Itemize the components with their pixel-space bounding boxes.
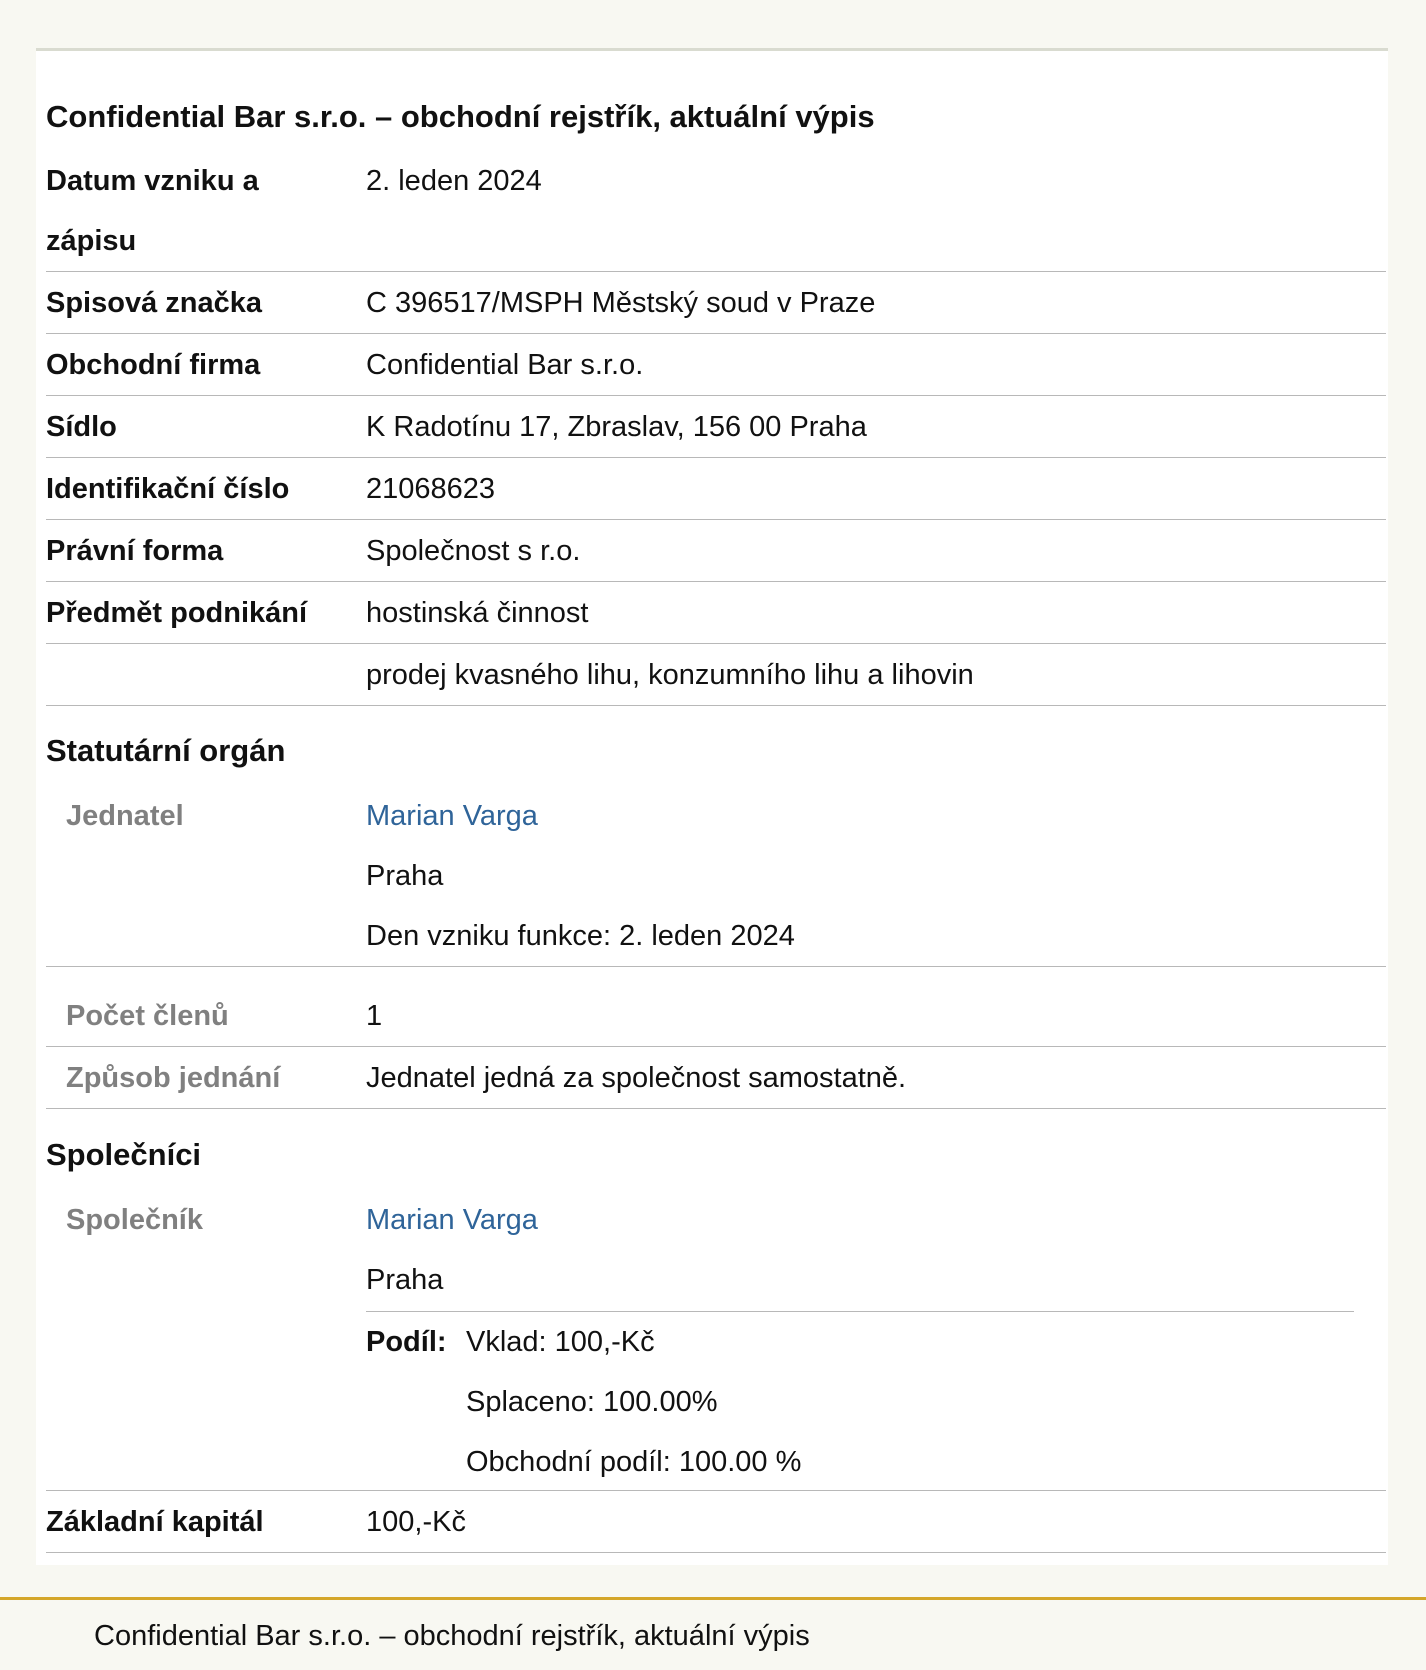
label-jednatel: Jednatel [66,800,184,832]
value-vklad: Vklad: 100,-Kč [466,1326,655,1358]
value-jednatel-since: Den vzniku funkce: 2. leden 2024 [366,920,795,952]
value-datum-vzniku: 2. leden 2024 [366,165,542,197]
section-title-statutarni-organ: Statutární orgán [46,733,286,768]
page-title: Confidential Bar s.r.o. – obchodní rejstřík, aktuální výpis [46,99,875,134]
row-zpusob-jednani [46,1048,1386,1109]
footer-divider [0,1597,1426,1600]
value-pocet-clenu: 1 [366,1000,383,1032]
label-zakladni-kapital: Základní kapitál [46,1506,264,1538]
value-obchodni-podil: Obchodní podíl: 100.00 % [466,1446,802,1478]
label-spisova-znacka: Spisová značka [46,287,262,319]
value-splaceno: Splaceno: 100.00% [466,1386,718,1418]
footer-title: Confidential Bar s.r.o. – obchodní rejstřík, aktuální výpis [94,1620,810,1652]
value-sidlo: K Radotínu 17, Zbraslav, 156 00 Praha [366,411,867,443]
value-zpusob-jednani: Jednatel jedná za společnost samostatně. [366,1062,907,1094]
value-zakladni-kapital: 100,-Kč [366,1506,466,1538]
label-spolecnik: Společník [66,1204,203,1236]
label-podil: Podíl: [366,1326,447,1358]
label-sidlo: Sídlo [46,411,117,443]
row-obchodni-firma [46,335,1386,396]
label-pravni-forma: Právní forma [46,535,224,567]
value-spisova-znacka: C 396517/MSPH Městský soud v Praze [366,287,876,319]
label-identifikacni-cislo: Identifikační číslo [46,473,290,505]
row-pravni-forma [46,521,1386,582]
row-spolecnik [46,1190,1386,1491]
link-jednatel-name[interactable]: Marian Varga [366,800,538,832]
row-predmet-podnikani-2 [46,645,1386,706]
row-zakladni-kapital [46,1492,1386,1553]
row-jednatel [46,786,1386,967]
value-identifikacni-cislo: 21068623 [366,473,496,505]
link-spolecnik-name[interactable]: Marian Varga [366,1204,538,1236]
value-pravni-forma: Společnost s r.o. [366,535,581,567]
row-datum-vzniku [46,151,1386,272]
value-jednatel-city: Praha [366,860,444,892]
row-identifikacni-cislo [46,459,1386,520]
label-obchodni-firma: Obchodní firma [46,349,261,381]
label-pocet-clenu: Počet členů [66,1000,229,1032]
row-spisova-znacka [46,273,1386,334]
value-obchodni-firma: Confidential Bar s.r.o. [366,349,644,381]
label-zpusob-jednani: Způsob jednání [66,1062,281,1094]
row-sidlo [46,397,1386,458]
row-pocet-clenu [46,986,1386,1047]
label-datum-vzniku: Datum vzniku a zápisu [46,165,259,257]
value-spolecnik-city: Praha [366,1264,444,1296]
value-predmet-podnikani-1: hostinská činnost [366,597,589,629]
value-predmet-podnikani-2: prodej kvasného lihu, konzumního lihu a lihovin [366,659,974,691]
register-extract-panel [36,51,1388,1565]
section-title-spolecnici: Společníci [46,1137,202,1172]
row-predmet-podnikani [46,583,1386,644]
label-predmet-podnikani: Předmět podnikání [46,597,308,629]
